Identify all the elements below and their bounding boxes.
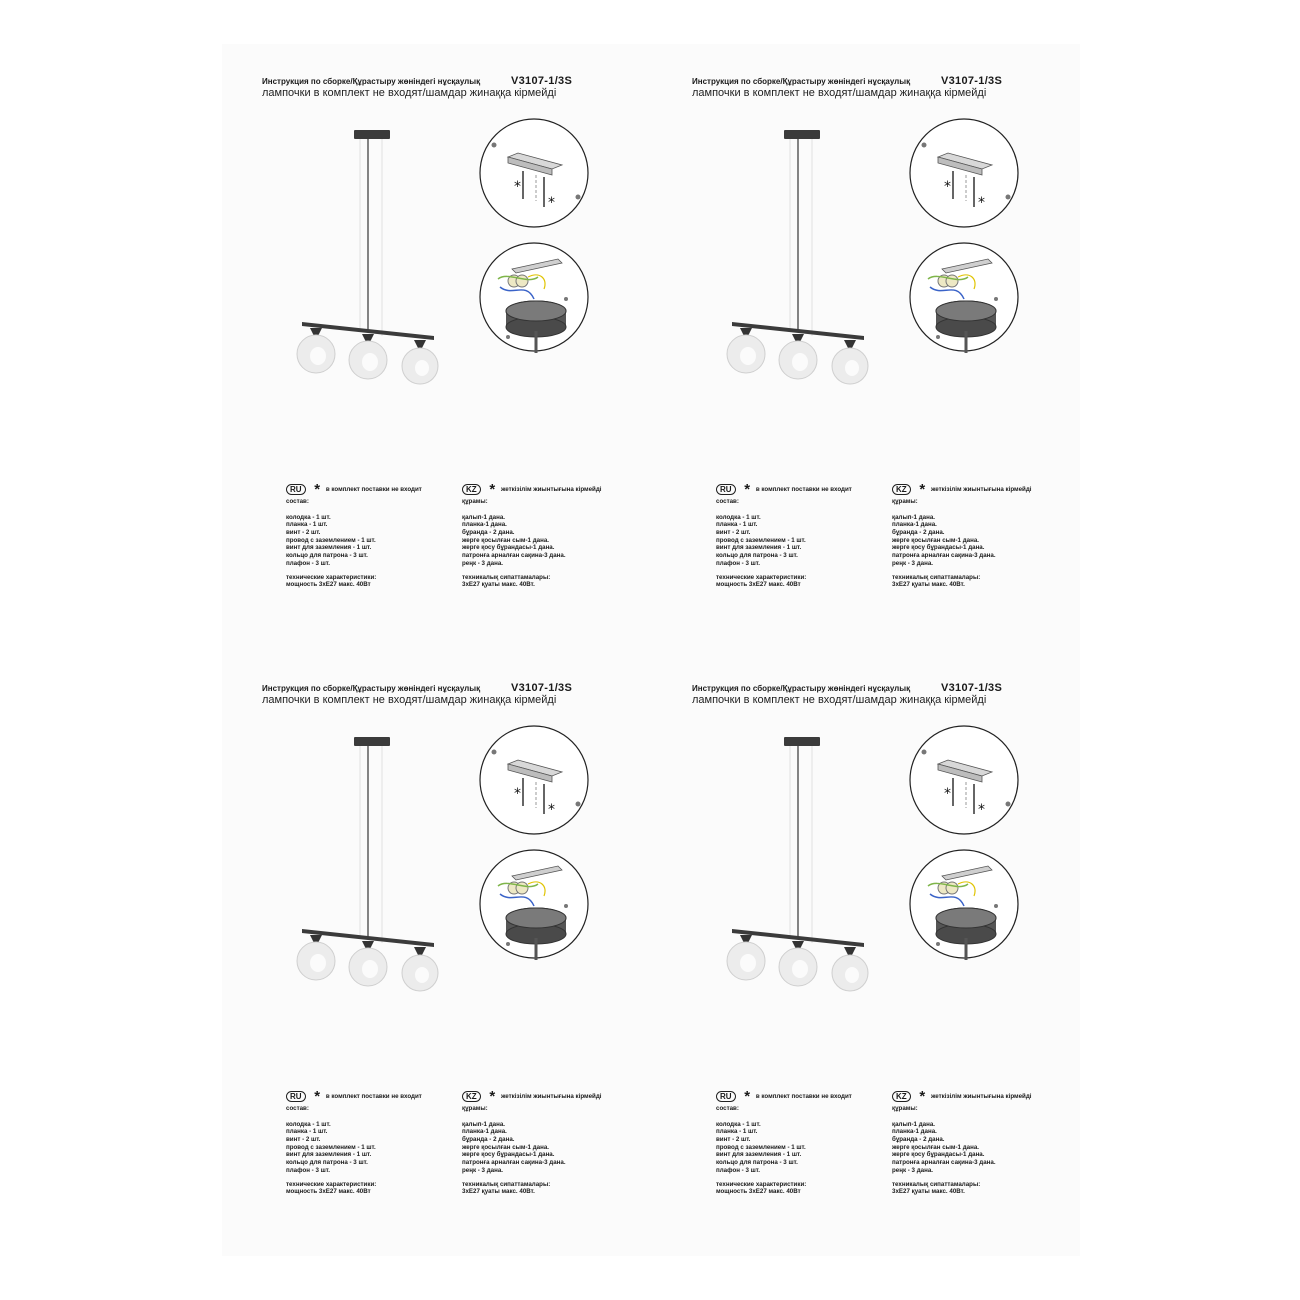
kz-item: жерге қосу бұрандасы-1 дана. [892, 544, 985, 552]
kz-item: патронға арналған сақина-3 дана. [462, 1159, 566, 1167]
kz-item: бұранда - 2 дана. [892, 1136, 945, 1144]
ru-item: колодка - 1 шт. [716, 513, 761, 521]
ru-composition-title: состав: [716, 1105, 739, 1112]
asterisk-icon: * [314, 1087, 321, 1105]
model-number: V3107-1/3S [941, 682, 1003, 694]
ru-item: провод с заземлением - 1 шт. [716, 1143, 806, 1151]
kz-item: планка-1 дана. [892, 1128, 937, 1136]
kz-item: патронға арналған сақина-3 дана. [892, 552, 996, 560]
ru-not-included-note: в комплект поставки не входит [325, 485, 422, 493]
ru-item: винт для заземления - 1 шт. [716, 544, 802, 552]
ru-items-list [286, 514, 456, 568]
not-included-mark-1: * [514, 786, 521, 802]
ru-item: винт - 2 шт. [286, 529, 321, 537]
kz-item: патронға арналған сақина-3 дана. [892, 1159, 996, 1167]
bulbs-note: лампочки в комплект не входят/шамдар жинаққа кірмейді [262, 694, 557, 706]
kz-composition-title: құрамы: [462, 498, 488, 505]
ceiling-cup-detail [908, 848, 1020, 960]
legend-block [652, 1087, 1072, 1221]
ceiling-cup-detail [478, 848, 590, 960]
ru-specs [286, 1181, 456, 1196]
lamp-shade-1 [297, 935, 335, 980]
model-number: V3107-1/3S [511, 682, 573, 694]
kz-item: жерге қосу бұрандасы-1 дана. [462, 544, 555, 552]
ru-item: плафон - 3 шт. [286, 559, 330, 567]
fixture-illustration [718, 122, 878, 392]
lamp-shade-1 [727, 935, 765, 980]
fixture-illustration [718, 729, 878, 999]
mounting-bar-detail [908, 724, 1020, 836]
legend-ru [716, 480, 886, 589]
ru-specs [286, 574, 456, 589]
kz-item: бұранда - 2 дана. [462, 529, 515, 537]
kz-spec-value: 3хЕ27 қуаты макс. 40Вт. [462, 581, 535, 589]
ru-item: колодка - 1 шт. [286, 513, 331, 521]
ru-spec-value: мощность 3хЕ27 макс. 40Вт [286, 1188, 371, 1196]
ru-specs [716, 1181, 886, 1196]
kz-not-included-note: жеткізілім жиынтығына кірмейді [930, 1092, 1032, 1100]
not-included-mark-2: * [978, 195, 985, 211]
bulbs-note: лампочки в комплект не входят/шамдар жинаққа кірмейді [692, 694, 987, 706]
ru-language-badge: RU [286, 1091, 306, 1102]
lamp-shade-3 [832, 947, 868, 991]
legend-kz [892, 1087, 1072, 1196]
ru-spec-value: мощность 3хЕ27 макс. 40Вт [716, 581, 801, 589]
kz-spec-title: техникалық сипаттамалары: [462, 1180, 551, 1188]
legend-ru [286, 480, 456, 589]
lamp-shade-2 [349, 941, 387, 986]
kz-items-list [892, 1121, 1072, 1175]
kz-composition-title: құрамы: [892, 498, 918, 505]
kz-item: жерге қосылған сым-1 дана. [462, 1143, 549, 1151]
kz-item: қалып-1 дана. [892, 513, 935, 521]
mounting-bar-detail [908, 117, 1020, 229]
lamp-shade-3 [402, 947, 438, 991]
ru-item: плафон - 3 шт. [716, 1166, 760, 1174]
kz-item: планка-1 дана. [462, 521, 507, 529]
ru-not-included-note: в комплект поставки не входит [325, 1092, 422, 1100]
asterisk-icon: * [744, 1087, 751, 1105]
not-included-mark-1: * [514, 179, 521, 195]
kz-item: жерге қосылған сым-1 дана. [892, 536, 979, 544]
ru-item: кольцо для патрона - 3 шт. [716, 552, 798, 560]
ru-not-included-note: в комплект поставки не входит [755, 1092, 852, 1100]
asterisk-icon: * [919, 480, 926, 498]
lamp-shade-2 [779, 941, 817, 986]
ru-item: винт - 2 шт. [716, 529, 751, 537]
ru-item: кольцо для патрона - 3 шт. [286, 552, 368, 560]
kz-item: реңк - 3 дана. [892, 1166, 933, 1174]
ru-item: колодка - 1 шт. [716, 1120, 761, 1128]
kz-item: қалып-1 дана. [462, 1120, 505, 1128]
ru-item: планка - 1 шт. [286, 521, 328, 529]
legend-block [652, 480, 1072, 614]
not-included-mark-2: * [978, 802, 985, 818]
mounting-bar-detail [478, 724, 590, 836]
kz-item: планка-1 дана. [892, 521, 937, 529]
ru-spec-title: технические характеристики: [716, 573, 807, 581]
asterisk-icon: * [744, 480, 751, 498]
kz-language-badge: KZ [462, 1091, 481, 1102]
legend-ru [716, 1087, 886, 1196]
ru-item: кольцо для патрона - 3 шт. [716, 1159, 798, 1167]
instruction-panel [222, 44, 642, 644]
kz-item: жерге қосу бұрандасы-1 дана. [462, 1151, 555, 1159]
ru-item: кольцо для патрона - 3 шт. [286, 1159, 368, 1167]
ceiling-cup-detail [908, 241, 1020, 353]
legend-block [222, 480, 642, 614]
document-title [262, 77, 642, 86]
kz-composition-title: құрамы: [462, 1105, 488, 1112]
lamp-shade-1 [727, 328, 765, 373]
ru-language-badge: RU [716, 1091, 736, 1102]
not-included-mark-2: * [548, 195, 555, 211]
title-text: Инструкция по сборке/Құрастыру жөніндегі нұсқаулық [692, 77, 911, 86]
not-included-mark-1: * [944, 179, 951, 195]
ru-specs [716, 574, 886, 589]
lamp-shade-2 [349, 334, 387, 379]
kz-spec-value: 3хЕ27 қуаты макс. 40Вт. [462, 1188, 535, 1196]
ru-composition-title: состав: [286, 1105, 309, 1112]
kz-item: реңк - 3 дана. [462, 1166, 503, 1174]
ru-item: провод с заземлением - 1 шт. [286, 1143, 376, 1151]
ru-item: колодка - 1 шт. [286, 1120, 331, 1128]
ru-spec-title: технические характеристики: [286, 573, 377, 581]
kz-item: реңк - 3 дана. [892, 559, 933, 567]
legend-kz [462, 480, 642, 589]
document-title [692, 684, 1072, 693]
asterisk-icon: * [919, 1087, 926, 1105]
kz-item: бұранда - 2 дана. [462, 1136, 515, 1144]
ru-item: плафон - 3 шт. [286, 1166, 330, 1174]
kz-specs [892, 1181, 1072, 1196]
kz-item: планка-1 дана. [462, 1128, 507, 1136]
lamp-shade-1 [297, 328, 335, 373]
instruction-panel [222, 651, 642, 1251]
not-included-mark-1: * [944, 786, 951, 802]
kz-item: қалып-1 дана. [892, 1120, 935, 1128]
ru-item: винт - 2 шт. [716, 1136, 751, 1144]
ru-item: провод с заземлением - 1 шт. [716, 536, 806, 544]
bulbs-note: лампочки в комплект не входят/шамдар жинаққа кірмейді [262, 87, 557, 99]
ru-item: винт - 2 шт. [286, 1136, 321, 1144]
kz-language-badge: KZ [892, 484, 911, 495]
kz-language-badge: KZ [462, 484, 481, 495]
kz-item: қалып-1 дана. [462, 513, 505, 521]
instruction-panel [652, 651, 1072, 1251]
ru-spec-title: технические характеристики: [286, 1180, 377, 1188]
lamp-shade-3 [832, 340, 868, 384]
ru-item: планка - 1 шт. [716, 521, 758, 529]
lamp-shade-2 [779, 334, 817, 379]
kz-spec-title: техникалық сипаттамалары: [892, 1180, 981, 1188]
instruction-sheet [222, 44, 1080, 1256]
bulbs-note: лампочки в комплект не входят/шамдар жинаққа кірмейді [692, 87, 987, 99]
ru-composition-title: состав: [716, 498, 739, 505]
kz-not-included-note: жеткізілім жиынтығына кірмейді [500, 1092, 602, 1100]
kz-item: жерге қосу бұрандасы-1 дана. [892, 1151, 985, 1159]
kz-items-list [462, 514, 642, 568]
document-title [262, 684, 642, 693]
ru-spec-value: мощность 3хЕ27 макс. 40Вт [286, 581, 371, 589]
ru-items-list [716, 514, 886, 568]
ru-items-list [286, 1121, 456, 1175]
ru-item: винт для заземления - 1 шт. [286, 544, 372, 552]
kz-specs [892, 574, 1072, 589]
ru-composition-title: состав: [286, 498, 309, 505]
ru-language-badge: RU [286, 484, 306, 495]
kz-item: жерге қосылған сым-1 дана. [462, 536, 549, 544]
kz-spec-title: техникалық сипаттамалары: [462, 573, 551, 581]
model-number: V3107-1/3S [511, 75, 573, 87]
ru-item: планка - 1 шт. [286, 1128, 328, 1136]
ru-items-list [716, 1121, 886, 1175]
legend-kz [462, 1087, 642, 1196]
kz-not-included-note: жеткізілім жиынтығына кірмейді [500, 485, 602, 493]
kz-spec-value: 3хЕ27 қуаты макс. 40Вт. [892, 1188, 965, 1196]
kz-item: жерге қосылған сым-1 дана. [892, 1143, 979, 1151]
instruction-panel [652, 44, 1072, 644]
ru-spec-title: технические характеристики: [716, 1180, 807, 1188]
fixture-illustration [288, 729, 448, 999]
asterisk-icon: * [314, 480, 321, 498]
kz-item: реңк - 3 дана. [462, 559, 503, 567]
ru-not-included-note: в комплект поставки не входит [755, 485, 852, 493]
legend-kz [892, 480, 1072, 589]
ru-item: винт для заземления - 1 шт. [286, 1151, 372, 1159]
title-text: Инструкция по сборке/Құрастыру жөніндегі нұсқаулық [262, 684, 481, 693]
ru-item: провод с заземлением - 1 шт. [286, 536, 376, 544]
kz-not-included-note: жеткізілім жиынтығына кірмейді [930, 485, 1032, 493]
kz-composition-title: құрамы: [892, 1105, 918, 1112]
ru-item: плафон - 3 шт. [716, 559, 760, 567]
not-included-mark-2: * [548, 802, 555, 818]
kz-item: бұранда - 2 дана. [892, 529, 945, 537]
kz-spec-title: техникалық сипаттамалары: [892, 573, 981, 581]
kz-specs [462, 574, 642, 589]
ru-item: планка - 1 шт. [716, 1128, 758, 1136]
kz-items-list [892, 514, 1072, 568]
kz-language-badge: KZ [892, 1091, 911, 1102]
asterisk-icon: * [489, 1087, 496, 1105]
ceiling-cup-detail [478, 241, 590, 353]
fixture-illustration [288, 122, 448, 392]
title-text: Инструкция по сборке/Құрастыру жөніндегі нұсқаулық [262, 77, 481, 86]
legend-block [222, 1087, 642, 1221]
asterisk-icon: * [489, 480, 496, 498]
mounting-bar-detail [478, 117, 590, 229]
kz-specs [462, 1181, 642, 1196]
model-number: V3107-1/3S [941, 75, 1003, 87]
legend-ru [286, 1087, 456, 1196]
title-text: Инструкция по сборке/Құрастыру жөніндегі нұсқаулық [692, 684, 911, 693]
kz-items-list [462, 1121, 642, 1175]
document-title [692, 77, 1072, 86]
ru-item: винт для заземления - 1 шт. [716, 1151, 802, 1159]
lamp-shade-3 [402, 340, 438, 384]
ru-language-badge: RU [716, 484, 736, 495]
kz-item: патронға арналған сақина-3 дана. [462, 552, 566, 560]
ru-spec-value: мощность 3хЕ27 макс. 40Вт [716, 1188, 801, 1196]
kz-spec-value: 3хЕ27 қуаты макс. 40Вт. [892, 581, 965, 589]
